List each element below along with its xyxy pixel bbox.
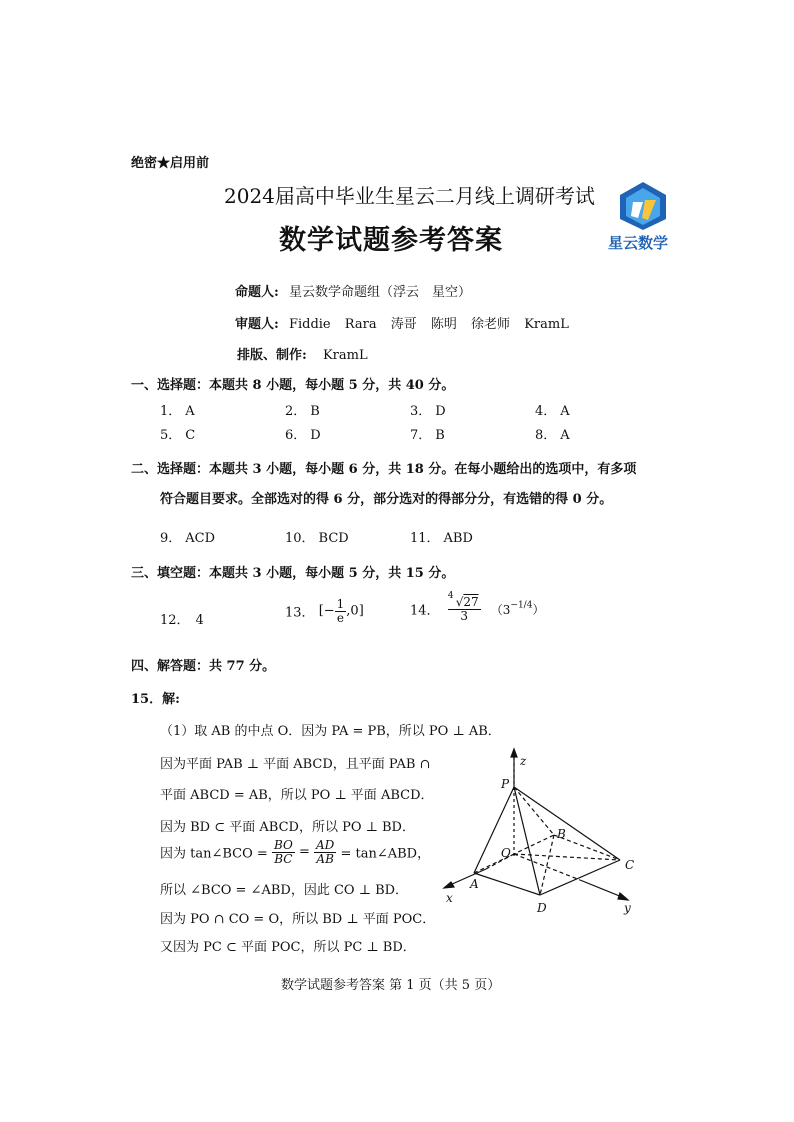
solution-line-tan: 因为 tan∠BCO = $\frac{BO}{BC}$ = $\frac{AD}{AB}$ = tan∠ABD， (160, 838, 431, 866)
proposer-line (235, 281, 471, 300)
label-A: A (470, 877, 479, 891)
answer-item: 3． D (410, 404, 446, 419)
answer-item: 7． B (410, 428, 445, 443)
reviewer-name: 陈明 (430, 317, 457, 332)
reviewer-name: 徐老师 (471, 317, 511, 332)
edge-PC (514, 787, 620, 860)
section-2-title: 二、选择题：本题共 3 小题，每小题 6 分，共 18 分。在每小题给出的选项中，有多项 (131, 462, 637, 477)
secret-label: 绝密★启用前 (131, 156, 210, 171)
proposer-value: 星云数学命题组（浮云 星空） (288, 285, 471, 300)
section-3-title: 三、填空题：本题共 3 小题，每小题 5 分，共 15 分。 (131, 566, 455, 581)
label-x: x (446, 891, 453, 905)
label-B: B (557, 827, 566, 841)
answer-item: 9． ACD (160, 531, 216, 546)
x-axis (450, 869, 486, 885)
section-2-title-cont: 符合题目要求。全部选对的得 6 分，部分选对的得部分分，有选错的得 0 分。 (160, 492, 613, 507)
y-axis-hidden (514, 854, 580, 880)
answer-item: 11． ABD (410, 531, 473, 546)
label-P: P (501, 777, 510, 791)
reviewer-name: Fiddie (288, 317, 331, 332)
layout-value: KramL (322, 348, 368, 363)
z-arrow-icon (511, 749, 517, 757)
reviewer-name: Rara (344, 317, 377, 332)
question-15-label: 15．解: (131, 692, 180, 707)
label-D: D (537, 901, 547, 915)
x-arrow-icon (444, 882, 454, 888)
solution-line: 因为 PO ∩ CO = O，所以 BD ⊥ 平面 POC． (160, 912, 436, 927)
edge-PD (514, 787, 540, 895)
solution-line: （1）取 AB 的中点 O．因为 PA = PB，所以 PO ⊥ AB． (160, 724, 501, 739)
answer-item: 4． A (535, 404, 570, 419)
page-title: 数学试题参考答案 (279, 225, 503, 256)
logo-mark-icon (598, 180, 688, 232)
edge-AD (474, 873, 540, 895)
answer-item-14: 14． 4 √27 3 $(3^{-1/4})$ (410, 591, 545, 623)
page-footer: 数学试题参考答案 第 1 页（共 5 页） (281, 978, 501, 993)
brand-logo (598, 180, 688, 252)
reviewer-label: 审题人: (235, 317, 279, 332)
answer-item-13: 13． [− $\frac{1}{e}$ ,0] (285, 597, 364, 625)
solution-line: 所以 ∠BCO = ∠ABD，因此 CO ⊥ BD． (160, 883, 409, 898)
answer-item: 10． BCD (285, 531, 349, 546)
section-1-title: 一、选择题：本题共 8 小题，每小题 5 分，共 40 分。 (131, 378, 455, 393)
answer-item: 5． C (160, 428, 196, 443)
answer-item: 6． D (285, 428, 321, 443)
y-arrow-icon (618, 893, 628, 900)
y-axis (580, 880, 622, 897)
section-4-title: 四、解答题：共 77 分。 (131, 659, 276, 674)
edge-PA (474, 787, 514, 873)
reviewer-line (235, 313, 569, 332)
answer-item: 2． B (285, 404, 320, 419)
solution-line: 平面 ABCD = AB，所以 PO ⊥ 平面 ABCD． (160, 788, 434, 803)
exam-title: 2024届高中毕业生星云二月线上调研考试 (224, 184, 595, 208)
logo-text: 星云数学 (608, 234, 669, 252)
reviewer-name: 涛哥 (390, 317, 417, 332)
proposer-label: 命题人: (235, 285, 279, 300)
label-O: O (501, 846, 511, 860)
segment-OC (514, 854, 620, 860)
pyramid-figure (430, 745, 645, 925)
edge-DC (540, 860, 620, 895)
reviewer-name: KramL (524, 317, 569, 332)
solution-line: 因为 BD ⊂ 平面 ABCD，所以 PO ⊥ BD． (160, 820, 415, 835)
label-y: y (624, 901, 631, 915)
label-z: z (520, 754, 527, 768)
label-C: C (625, 858, 635, 872)
solution-line: 又因为 PC ⊂ 平面 POC，所以 PC ⊥ BD． (160, 940, 416, 955)
layout-line (237, 344, 368, 363)
answer-item: 1． A (160, 404, 195, 419)
answer-item: 8． A (535, 428, 570, 443)
answer-item: 12． 4 (160, 613, 204, 628)
layout-label: 排版、制作: (237, 348, 307, 363)
solution-line: 因为平面 PAB ⊥ 平面 ABCD，且平面 PAB ∩ (160, 757, 431, 772)
